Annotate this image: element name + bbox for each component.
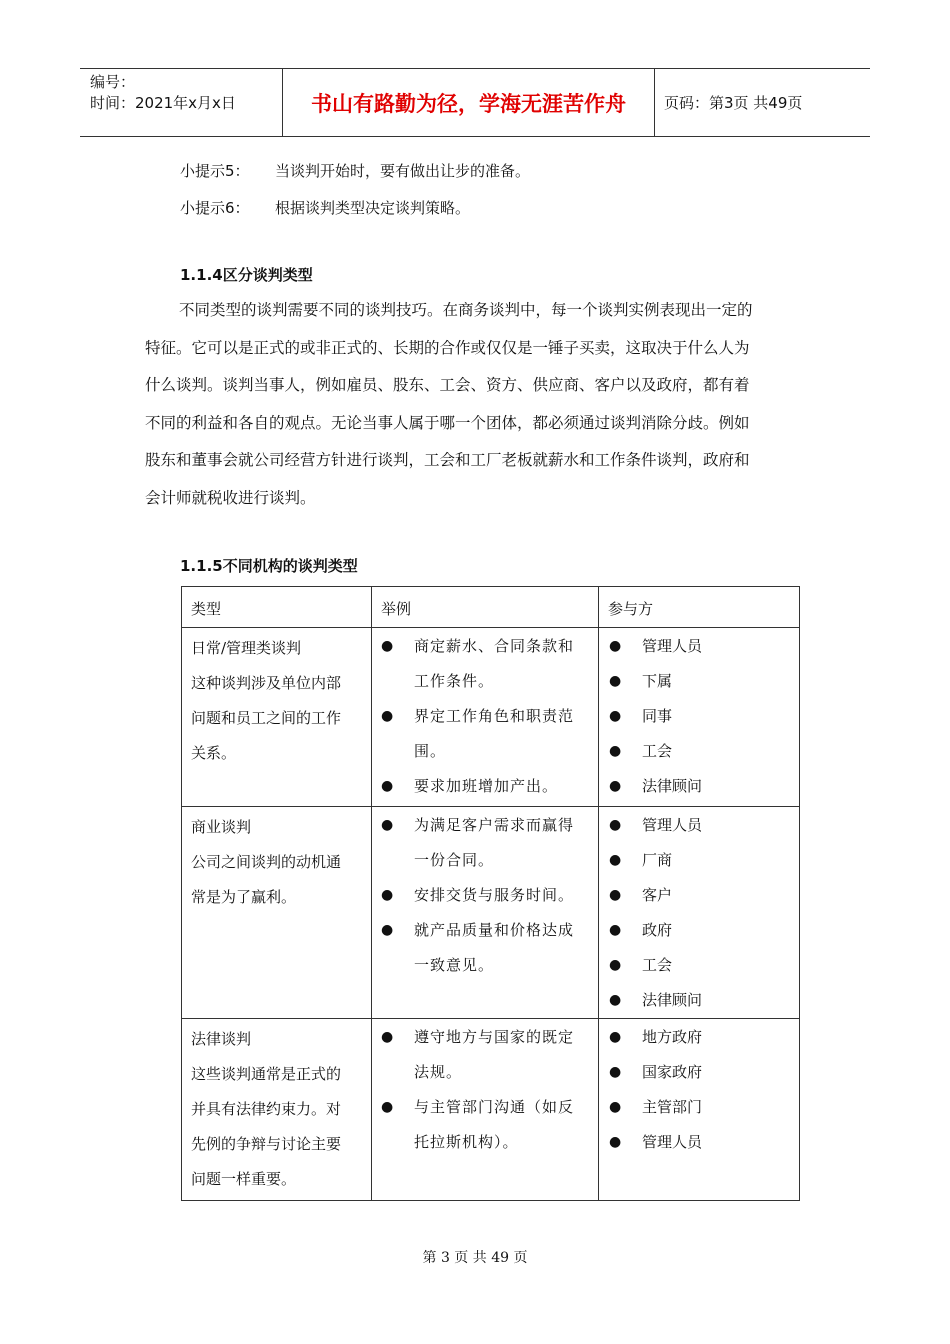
example-text: 围。 <box>414 742 447 760</box>
example-text: ● 就产品质量和价格达成 <box>414 921 575 939</box>
example-text: ● 商定薪水、合同条款和 <box>414 637 575 655</box>
list-item <box>381 878 592 913</box>
list-item <box>381 629 592 699</box>
type-text: 法律谈判 <box>191 1030 252 1048</box>
example-text: 一份合同。 <box>414 851 495 869</box>
paragraph-line: 不同类型的谈判需要不同的谈判技巧。在商务谈判中，每一个谈判实例表现出一定的 <box>179 301 753 319</box>
type-text: 商业谈判 <box>191 818 252 836</box>
list-item <box>381 808 592 878</box>
example-text: 托拉斯机构）。 <box>414 1133 519 1151</box>
type-cell <box>182 628 371 771</box>
page-header <box>80 68 870 137</box>
parties-cell <box>599 807 799 1018</box>
paragraph-line: 特征。它可以是正式的或非正式的、长期的合作或仅仅是一锤子买卖，这取决于什么人为 <box>145 338 750 357</box>
examples-cell <box>372 628 598 804</box>
example-text: ● 遵守地方与国家的既定 <box>414 1028 575 1046</box>
header-page-info: 页码：第3页 共49页 <box>664 94 803 112</box>
example-text: 一致意见。 <box>414 956 495 974</box>
example-text: 法规。 <box>414 1063 463 1081</box>
doc-time-label: 时间：2021年x月x日 <box>90 94 236 112</box>
type-text: 关系。 <box>191 744 237 762</box>
example-text: ● 为满足客户需求而赢得 <box>414 816 575 834</box>
header-motto: 书山有路勤为径，学海无涯苦作舟 <box>311 91 626 116</box>
list-item: ● 同事 <box>609 699 795 734</box>
table-row <box>182 628 800 807</box>
type-text: 问题一样重要。 <box>191 1170 297 1188</box>
type-text: 这些谈判通常是正式的 <box>191 1065 342 1083</box>
list-item: ● 客户 <box>609 878 795 913</box>
example-text: 工作条件。 <box>414 672 495 690</box>
list-item: ● 法律顾问 <box>609 769 795 804</box>
list-item: ● 地方政府 <box>609 1020 795 1055</box>
list-item: ● 法律顾问 <box>609 983 795 1018</box>
list-item: ● 国家政府 <box>609 1055 795 1090</box>
list-item <box>381 913 592 983</box>
page-footer: 第 3 页 共 49 页 <box>422 1250 528 1266</box>
tip-label: 小提示5： <box>180 162 250 180</box>
tip-5 <box>180 161 530 181</box>
example-text: ● 与主管部门沟通（如反 <box>414 1098 575 1116</box>
example-text: ● 界定工作角色和职责范 <box>414 707 575 725</box>
example-text: ● 要求加班增加产出。 <box>414 777 559 795</box>
type-text: 问题和员工之间的工作 <box>191 709 342 727</box>
column-header: 举例 <box>381 600 412 618</box>
table-header-row <box>182 587 800 628</box>
paragraph-line: 什么谈判。谈判当事人，例如雇员、股东、工会、资方、供应商、客户以及政府，都有着 <box>145 376 750 394</box>
list-item <box>381 1090 592 1160</box>
type-text: 这种谈判涉及单位内部 <box>191 674 342 692</box>
negotiation-types-table <box>181 586 800 1201</box>
column-header: 参与方 <box>608 600 654 618</box>
list-item: ● 管理人员 <box>609 1125 795 1160</box>
section-heading-1-1-5: 1.1.5不同机构的谈判类型 <box>180 557 358 575</box>
parties-cell <box>599 1019 799 1160</box>
type-cell <box>182 807 371 915</box>
paragraph-line: 股东和董事会就公司经营方针进行谈判，工会和工厂老板就薪水和工作条件谈判，政府和 <box>145 451 750 469</box>
tip-label: 小提示6： <box>180 199 250 217</box>
paragraph-line: 会计师就税收进行谈判。 <box>145 488 316 507</box>
list-item: ● 主管部门 <box>609 1090 795 1125</box>
parties-cell <box>599 628 799 804</box>
list-item: ● 下属 <box>609 664 795 699</box>
list-item: ● 管理人员 <box>609 629 795 664</box>
type-text: 先例的争辩与讨论主要 <box>191 1135 342 1153</box>
table-row <box>182 1019 800 1201</box>
list-item <box>381 1020 592 1090</box>
list-item: ● 政府 <box>609 913 795 948</box>
list-item <box>381 769 592 804</box>
type-text: 并具有法律约束力。对 <box>191 1100 342 1118</box>
examples-cell <box>372 1019 598 1160</box>
paragraph-line: 不同的利益和各自的观点。无论当事人属于哪一个团体，都必须通过谈判消除分歧。例如 <box>145 413 750 432</box>
section-heading-1-1-4: 1.1.4区分谈判类型 <box>180 266 313 284</box>
list-item: ● 工会 <box>609 734 795 769</box>
tip-6 <box>180 198 470 218</box>
table-row <box>182 807 800 1019</box>
header-meta <box>90 72 280 114</box>
section-paragraph <box>145 292 810 517</box>
list-item: ● 工会 <box>609 948 795 983</box>
type-text: 公司之间谈判的动机通 <box>191 853 342 871</box>
tip-text: 当谈判开始时，要有做出让步的准备。 <box>275 162 531 180</box>
doc-code-label: 编号： <box>90 73 136 91</box>
examples-cell <box>372 807 598 983</box>
list-item: ● 管理人员 <box>609 808 795 843</box>
type-text: 日常/管理类谈判 <box>191 639 302 657</box>
type-cell <box>182 1019 371 1197</box>
list-item: ● 厂商 <box>609 843 795 878</box>
list-item <box>381 699 592 769</box>
example-text: ● 安排交货与服务时间。 <box>414 886 575 904</box>
header-divider <box>654 69 655 136</box>
tip-text: 根据谈判类型决定谈判策略。 <box>275 199 471 217</box>
column-header: 类型 <box>191 600 222 618</box>
type-text: 常是为了赢利。 <box>191 888 297 906</box>
